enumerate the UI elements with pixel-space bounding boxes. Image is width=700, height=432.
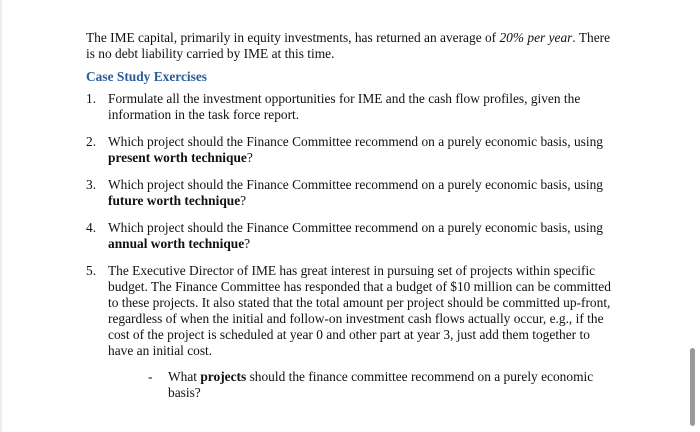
exercise-number: 2. [86, 134, 97, 149]
exercise-item-2 [86, 134, 618, 166]
exercise-number: 4. [86, 220, 97, 235]
sub-bullet-text-end: should the finance committee recommend on a purely economic basis? [168, 369, 594, 400]
exercise-text: The Executive Director of IME has great interest in pursuing set of projects within specific budget. The Finance Committee has responded that a budget of $10 million can be committed to these projects. It also stated that the total amount per project should be committed up-front, regardless of when the initial and follow-on investment cash flows actually occur, e.g., if the cost of the project is scheduled at year 0 and other part at year 3, just add them together to have an initial cost. [108, 263, 611, 358]
exercise-text: Formulate all the investment opportunities for IME and the cash flow profiles, given the information in the task force report. [108, 91, 581, 122]
exercise-text: Which project should the Finance Committee recommend on a purely economic basis, using [108, 134, 603, 149]
question-mark: ? [244, 236, 251, 251]
exercise-text: Which project should the Finance Committee recommend on a purely economic basis, using [108, 177, 603, 192]
exercise-number: 1. [86, 91, 97, 106]
sub-bullet-bold: projects [200, 369, 247, 384]
exercise-number: 3. [86, 177, 97, 192]
sub-bullet [108, 369, 618, 401]
exercise-list [86, 91, 618, 401]
question-mark: ? [240, 193, 247, 208]
return-rate: 20% per year [499, 30, 573, 45]
technique-name: present worth technique [108, 150, 247, 165]
technique-name: future worth technique [108, 193, 241, 208]
question-mark: ? [246, 150, 253, 165]
exercise-number: 5. [86, 263, 97, 278]
technique-name: annual worth technique [108, 236, 245, 251]
intro-paragraph [86, 30, 618, 62]
page-edge [0, 0, 2, 432]
exercise-item-4 [86, 220, 618, 252]
dash-marker: - [148, 369, 153, 384]
sub-bullet-text-start: What [168, 369, 201, 384]
intro-text-end: . There is no debt liability carried by IME at this time. [86, 30, 611, 61]
exercise-item-3 [86, 177, 618, 209]
exercise-item-1 [86, 91, 618, 123]
intro-text-start: The IME capital, primarily in equity investments, has returned an average of [86, 30, 500, 45]
document-page [86, 30, 618, 412]
section-heading: Case Study Exercises [86, 69, 208, 84]
exercise-item-5 [86, 263, 618, 401]
exercise-text: Which project should the Finance Committee recommend on a purely economic basis, using [108, 220, 603, 235]
scrollbar-thumb[interactable] [690, 348, 695, 426]
